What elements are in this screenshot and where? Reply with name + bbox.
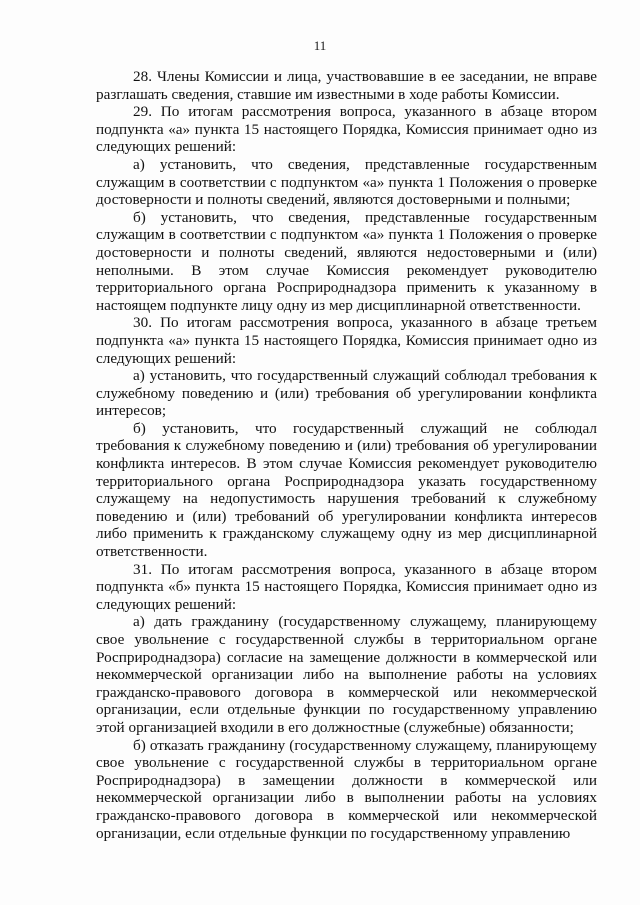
paragraph-30-a: а) установить, что государственный служащий соблюдал требования к служебному поведению и (или) требования об урегулировании конфликта интересов; (96, 367, 597, 420)
paragraph-30-b: б) установить, что государственный служащий не соблюдал требования к служебному поведению и (или) требования об урегулировании конфликта интересов. В этом случае Комиссия рекомендует руководителю территориального органа Росприроднадзора указать государственному служащему на недопустимость нарушения требований к служебному поведению и (или) требований об урегулировании конфликта интересов либо применить к гражданскому служащему одну из мер дисциплинарной ответственности. (96, 419, 597, 561)
paragraph-30: 30. По итогам рассмотрения вопроса, указанного в абзаце третьем подпункта «а» пункта 15 настоящего Порядка, Комиссия принимает одно из следующих решений: (96, 314, 597, 367)
paragraph-28: 28. Члены Комиссии и лица, участвовавшие в ее заседании, не вправе разглашать сведения, ставшие им известными в ходе работы Комиссии. (96, 68, 597, 103)
paragraph-29-a: а) установить, что сведения, представленные государственным служащим в соответствии с подпунктом «а» пункта 1 Положения о проверке достоверности и полноты сведений, являются достоверными и полными; (96, 155, 597, 209)
paragraph-29-b: б) установить, что сведения, представленные государственным служащим в соответствии с подпунктом «а» пункта 1 Положения о проверке достоверности и полноты сведений, являются недостоверными и (или) неполными. В этом случае Комиссия рекомендует руководителю территориального органа Росприроднадзора применить к указанному в настоящем подпункте лицу одну из мер дисциплинарной ответственности. (96, 208, 597, 314)
paragraph-31: 31. По итогам рассмотрения вопроса, указанного в абзаце втором подпункта «б» пункта 15 настоящего Порядка, Комиссия принимает одно из следующих решений: (96, 560, 597, 613)
document-body (96, 68, 597, 842)
paragraph-29: 29. По итогам рассмотрения вопроса, указанного в абзаце втором подпункта «а» пункта 15 настоящего Порядка, Комиссия принимает одно из следующих решений: (96, 103, 597, 156)
page-number: 11 (313, 38, 327, 53)
paragraph-31-a: а) дать гражданину (государственному служащему, планирующему свое увольнение с государственной службы в территориальном органе Росприроднадзора) согласие на замещение должности в коммерческой или некоммерческой организации либо на выполнение работы на условиях гражданско-правового договора в коммерческой или некоммерческой организации, если отдельные функции по государственному управлению этой организацией входили в его должностные (служебные) обязанности; (96, 613, 597, 736)
paragraph-31-b: б) отказать гражданину (государственному служащему, планирующему свое увольнение с государственной службы в территориальном органе Росприроднадзора) в замещении должности в коммерческой или некоммерческой организации либо в выполнении работы на условиях гражданско-правового договора в коммерческой или некоммерческой организации, если отдельные функции по государственному управлению (96, 736, 597, 842)
